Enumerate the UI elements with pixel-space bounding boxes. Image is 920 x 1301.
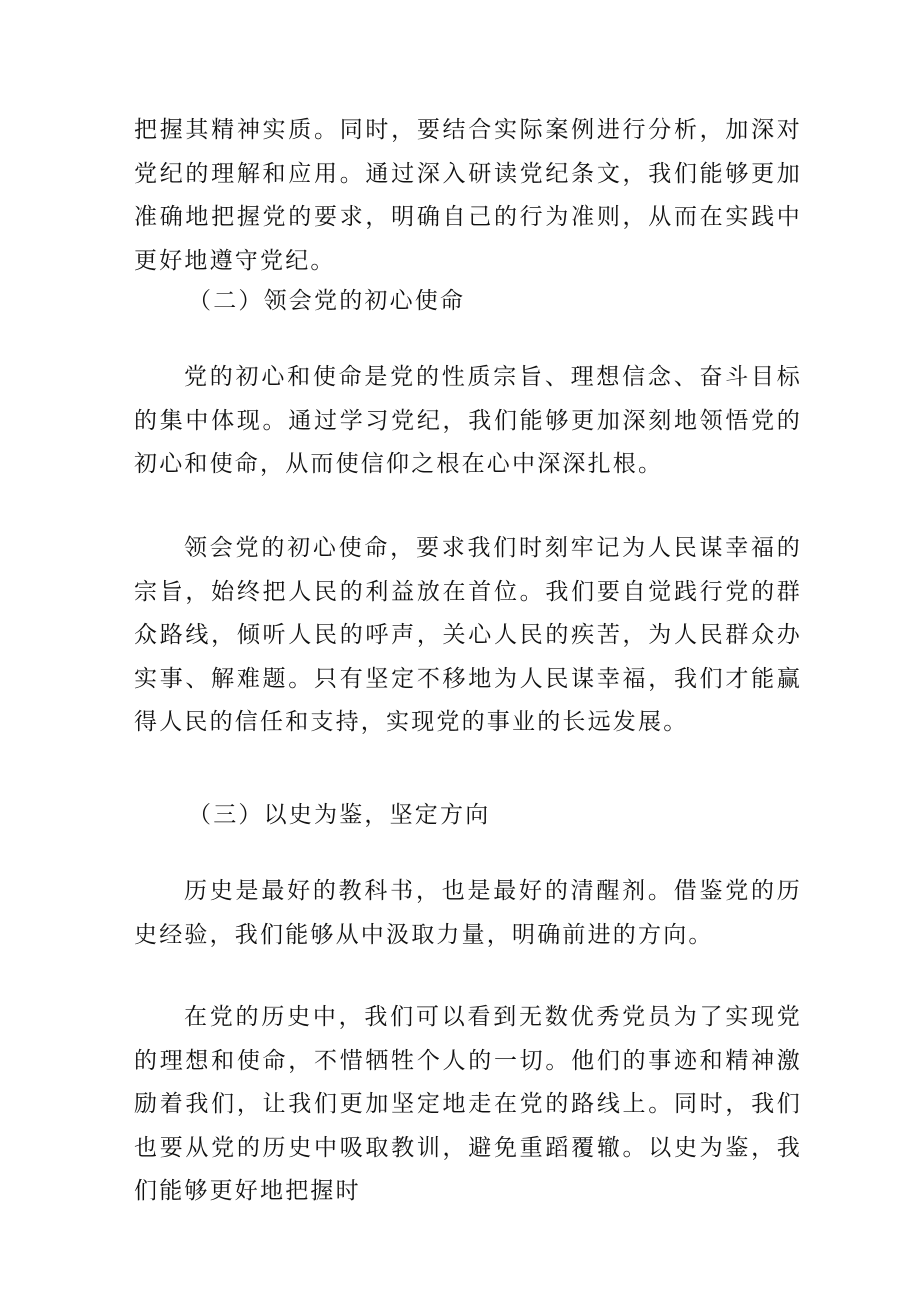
paragraph-mission-intro: 党的初心和使命是党的性质宗旨、理想信念、奋斗目标的集中体现。通过学习党纪，我们能够更加深刻地领悟党的初心和使命，从而使信仰之根在心中深深扎根。 xyxy=(134,364,802,477)
paragraph-history-intro: 历史是最好的教科书，也是最好的清醒剂。借鉴党的历史经验，我们能够从中汲取力量，明确前进的方向。 xyxy=(134,878,802,948)
paragraph-continuation: 把握其精神实质。同时，要结合实际案例进行分析，加深对党纪的理解和应用。通过深入研读党纪条文，我们能够更加准确地把握党的要求，明确自己的行为准则，从而在实践中更好地遵守党纪。 xyxy=(134,117,802,274)
paragraph-mission-detail: 领会党的初心使命，要求我们时刻牢记为人民谋幸福的宗旨，始终把人民的利益放在首位。我们要自觉践行党的群众路线，倾听人民的呼声，关心人民的疾苦，为人民群众办实事、解难题。只有坚定不移地为人民谋幸福，我们才能赢得人民的信任和支持，实现党的事业的长远发展。 xyxy=(134,535,802,735)
section-heading-2: （二）领会党的初心使命 xyxy=(188,288,466,314)
paragraph-history-detail: 在党的历史中，我们可以看到无数优秀党员为了实现党的理想和使命，不惜牺牲个人的一切。他们的事迹和精神激励着我们，让我们更加坚定地走在党的路线上。同时，我们也要从党的历史中吸取教训，避免重蹈覆辙。以史为鉴，我们能够更好地把握时 xyxy=(134,1004,802,1204)
section-heading-3: （三）以史为鉴，坚定方向 xyxy=(188,802,491,828)
